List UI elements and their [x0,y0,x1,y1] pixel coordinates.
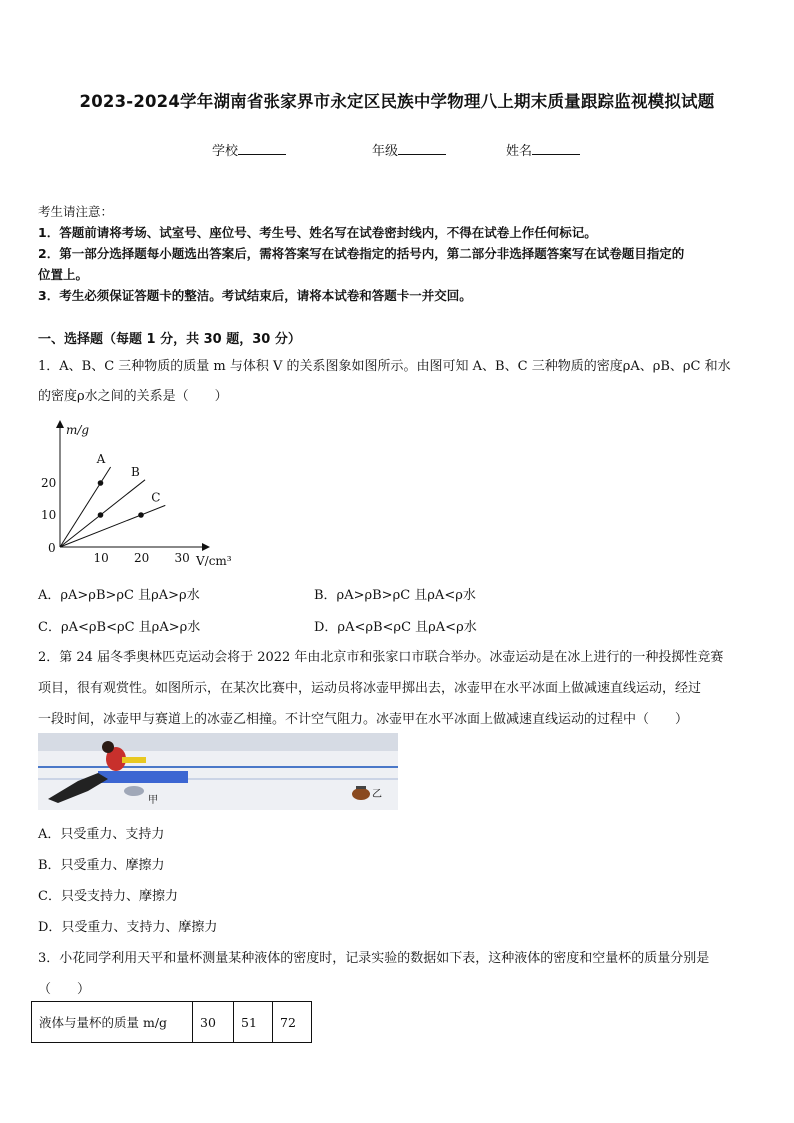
q3-stem-line1: 3．小花同学利用天平和量杯测量某种液体的密度时，记录实验的数据如下表，这种液体的密度和空量杯的质量分别是 [38,951,710,966]
series-label-c: C [151,490,161,505]
table-header-cell: 液体与量杯的质量 m/g [32,1002,193,1043]
curling-photo [38,733,398,810]
q2-option-b[interactable]: B．只受重力、摩擦力 [38,858,165,873]
table-row [32,1002,312,1043]
y-tick-label: 20 [41,476,57,490]
data-point-a [98,480,104,486]
notice-item: 位置上。 [38,267,89,282]
x-tick-label: 30 [174,551,190,565]
q1-option-c[interactable]: C．ρA<ρB<ρC 且ρA>ρ水 [38,620,201,635]
x-axis-label: V/cm³ [196,554,232,568]
label-yi: 乙 [372,789,382,800]
section-heading: 一、选择题（每题 1 分，共 30 题，30 分） [38,332,301,347]
exam-title: 2023-2024学年湖南省张家界市永定区民族中学物理八上期末质量跟踪监视模拟试题 [79,92,715,111]
q2-option-d[interactable]: D．只受重力、支持力、摩擦力 [38,920,218,935]
table-cell: 30 [193,1002,234,1043]
q2-stem-line1: 2．第 24 届冬季奥林匹克运动会将于 2022 年由北京市和张家口市联合举办。冰壶运动是在冰上进行的一种投掷性竞赛 [38,650,724,665]
x-tick-label: 20 [134,551,150,565]
x-tick-label: 10 [93,551,109,565]
q3-stem-line2: （ ） [38,982,91,997]
y-axis-label: m/g [66,423,90,437]
y-tick-label: 10 [41,508,57,522]
q3-data-table [31,1001,312,1043]
label-jia: 甲 [148,795,158,806]
q1-option-d[interactable]: D．ρA<ρB<ρC 且ρA<ρ水 [314,620,477,635]
data-point-b [98,512,104,518]
q2-option-a[interactable]: A．只受重力、支持力 [38,827,165,842]
q2-stem-line2: 项目，很有观赏性。如图所示，在某次比赛中，运动员将冰壶甲掷出去，冰壶甲在水平冰面上做减速直线运动，经过 [38,681,702,696]
series-line-a [60,467,111,547]
q1-option-b[interactable]: B．ρA>ρB>ρC 且ρA<ρ水 [314,588,476,603]
notice-item: 1．答题前请将考场、试室号、座位号、考生号、姓名写在试卷密封线内，不得在试卷上作任何标记。 [38,225,597,240]
q2-stem-line3: 一段时间，冰壶甲与赛道上的冰壶乙相撞。不计空气阻力。冰壶甲在水平冰面上做减速直线运动的过程中（ ） [38,712,689,727]
series-label-a: A [96,452,106,466]
table-cell: 72 [273,1002,312,1043]
series-label-b: B [131,464,140,479]
series-line-c [60,505,165,547]
name-field: 姓名 [506,140,580,159]
grade-field: 年级 [372,140,446,159]
notice-item: 2．第一部分选择题每小题选出答案后，需将答案写在试卷指定的括号内，第二部分非选择题答案写在试卷题目指定的 [38,246,685,261]
data-point-c [138,512,144,518]
origin-label: 0 [48,541,56,555]
q2-option-c[interactable]: C．只受支持力、摩擦力 [38,889,178,904]
notice-item: 3．考生必须保证答题卡的整洁。考试结束后，请将本试卷和答题卡一并交回。 [38,288,472,303]
mass-volume-chart [38,418,238,570]
q1-option-a[interactable]: A．ρA>ρB>ρC 且ρA>ρ水 [38,588,200,603]
school-field: 学校 [212,140,286,159]
q1-stem-line1: 1．A、B、C 三种物质的质量 m 与体积 V 的关系图象如图所示。由图可知 A、B、C 三种物质的密度ρA、ρB、ρC 和水 [38,359,731,374]
table-cell: 51 [234,1002,273,1043]
notice-heading: 考生请注意： [38,204,114,219]
q1-stem-line2: 的密度ρ水之间的关系是（ ） [38,389,228,404]
